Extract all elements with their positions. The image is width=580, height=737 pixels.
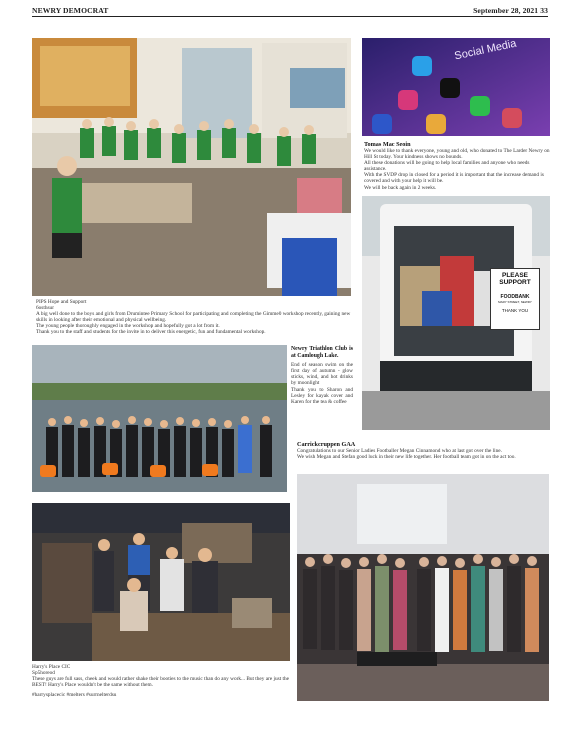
sign-line-4: MARY STREET, NEWRY bbox=[498, 300, 532, 304]
pips-story bbox=[36, 299, 358, 336]
sign-line-2: SUPPORT bbox=[499, 279, 531, 286]
harrys-place-story bbox=[32, 664, 294, 698]
page-header bbox=[32, 4, 548, 16]
triathlon-heading: Newry Triathlon Club is at Camlough Lake. bbox=[291, 346, 353, 359]
harrys-hashtags: #harrysplacecic #melters #surrnelterdsu bbox=[32, 692, 117, 699]
carrickcruppen-line-1: Congratulations to our Senior Ladies Footballer Megan Cinnamond who at last got over the line. bbox=[297, 448, 502, 454]
classroom-photo bbox=[32, 38, 351, 296]
carrickcruppen-line-2: We wish Megan and Stefan good luck in their new life together. Her football team got in on the act too. bbox=[297, 454, 516, 461]
swimmers-photo bbox=[32, 345, 287, 492]
tomas-line-1: We would like to thank everyone, young and old, who donated to The Larder Newry on Hill St today. Your kindness shows no bounds. bbox=[364, 148, 550, 161]
pips-line-3: A big well done to the boys and girls from Drumintee Primary School for participating and completing the Gimme0 workshop recently, gaining new skills in looking after their emotional and physical wellbeing. bbox=[36, 311, 351, 324]
tomas-line-2: All these donations will be going to help local families and anyone who needs assistance. bbox=[364, 160, 530, 173]
sign-line-5: THANK YOU bbox=[501, 308, 529, 313]
pips-line-5: Thank you to the staff and students for the invite in to deliver this energetic, fun and fundamental workshop. bbox=[36, 329, 266, 336]
date-and-page: September 28, 2021 33 bbox=[473, 6, 548, 15]
foodbank-sign bbox=[490, 268, 540, 330]
pips-line-2: 6osthsur bbox=[36, 305, 54, 312]
carrickcruppen-heading: Carrickcruppen GAA bbox=[297, 441, 356, 448]
social-media-overlay-text: Social Media bbox=[453, 38, 518, 63]
harrys-place-photo bbox=[32, 503, 290, 661]
harrys-line-1: Harry's Place CIC bbox=[32, 664, 71, 670]
tomas-story bbox=[364, 141, 550, 191]
header-rule bbox=[32, 16, 548, 17]
triathlon-story bbox=[291, 346, 353, 405]
sign-line-1: PLEASE bbox=[501, 272, 528, 279]
wedding-group-photo bbox=[297, 474, 549, 701]
tomas-line-3: With the SVDP drop in closed for a period it is important that the increase demand is covered and with your help it will be. bbox=[364, 172, 544, 185]
tomas-line-4: We will be back again in 2 weeks. bbox=[364, 184, 437, 191]
triathlon-line-2: Thank you to Sharon and Lesley for kayak cover and Karen for the tea & coffee bbox=[291, 386, 353, 405]
publication-name: NEWRY DEMOCRAT bbox=[32, 6, 109, 15]
tomas-heading: Tomas Mac Seoin bbox=[364, 141, 411, 148]
harrys-line-3: These guys are full sass, cheek and would rather shake their booties to the music than do any work... But they are just the BEST! Harry's Place wouldn't be the same without them. bbox=[32, 676, 289, 689]
harrys-line-2: Sp5horeod bbox=[32, 670, 55, 677]
sign-line-3: FOODBANK bbox=[500, 294, 530, 300]
carrickcruppen-story bbox=[297, 441, 549, 460]
social-media-photo bbox=[362, 38, 550, 136]
triathlon-line-1: End of season swim on the first day of autumn - glow sticks, wind, and hot drinks by moonlight bbox=[291, 362, 353, 387]
van-donations-photo bbox=[362, 196, 550, 430]
pips-line-1: PIPS Hope and Support bbox=[36, 299, 87, 305]
pips-line-4: The young people thoroughly engaged in the workshop and hopefully got a lot from it. bbox=[36, 323, 220, 330]
